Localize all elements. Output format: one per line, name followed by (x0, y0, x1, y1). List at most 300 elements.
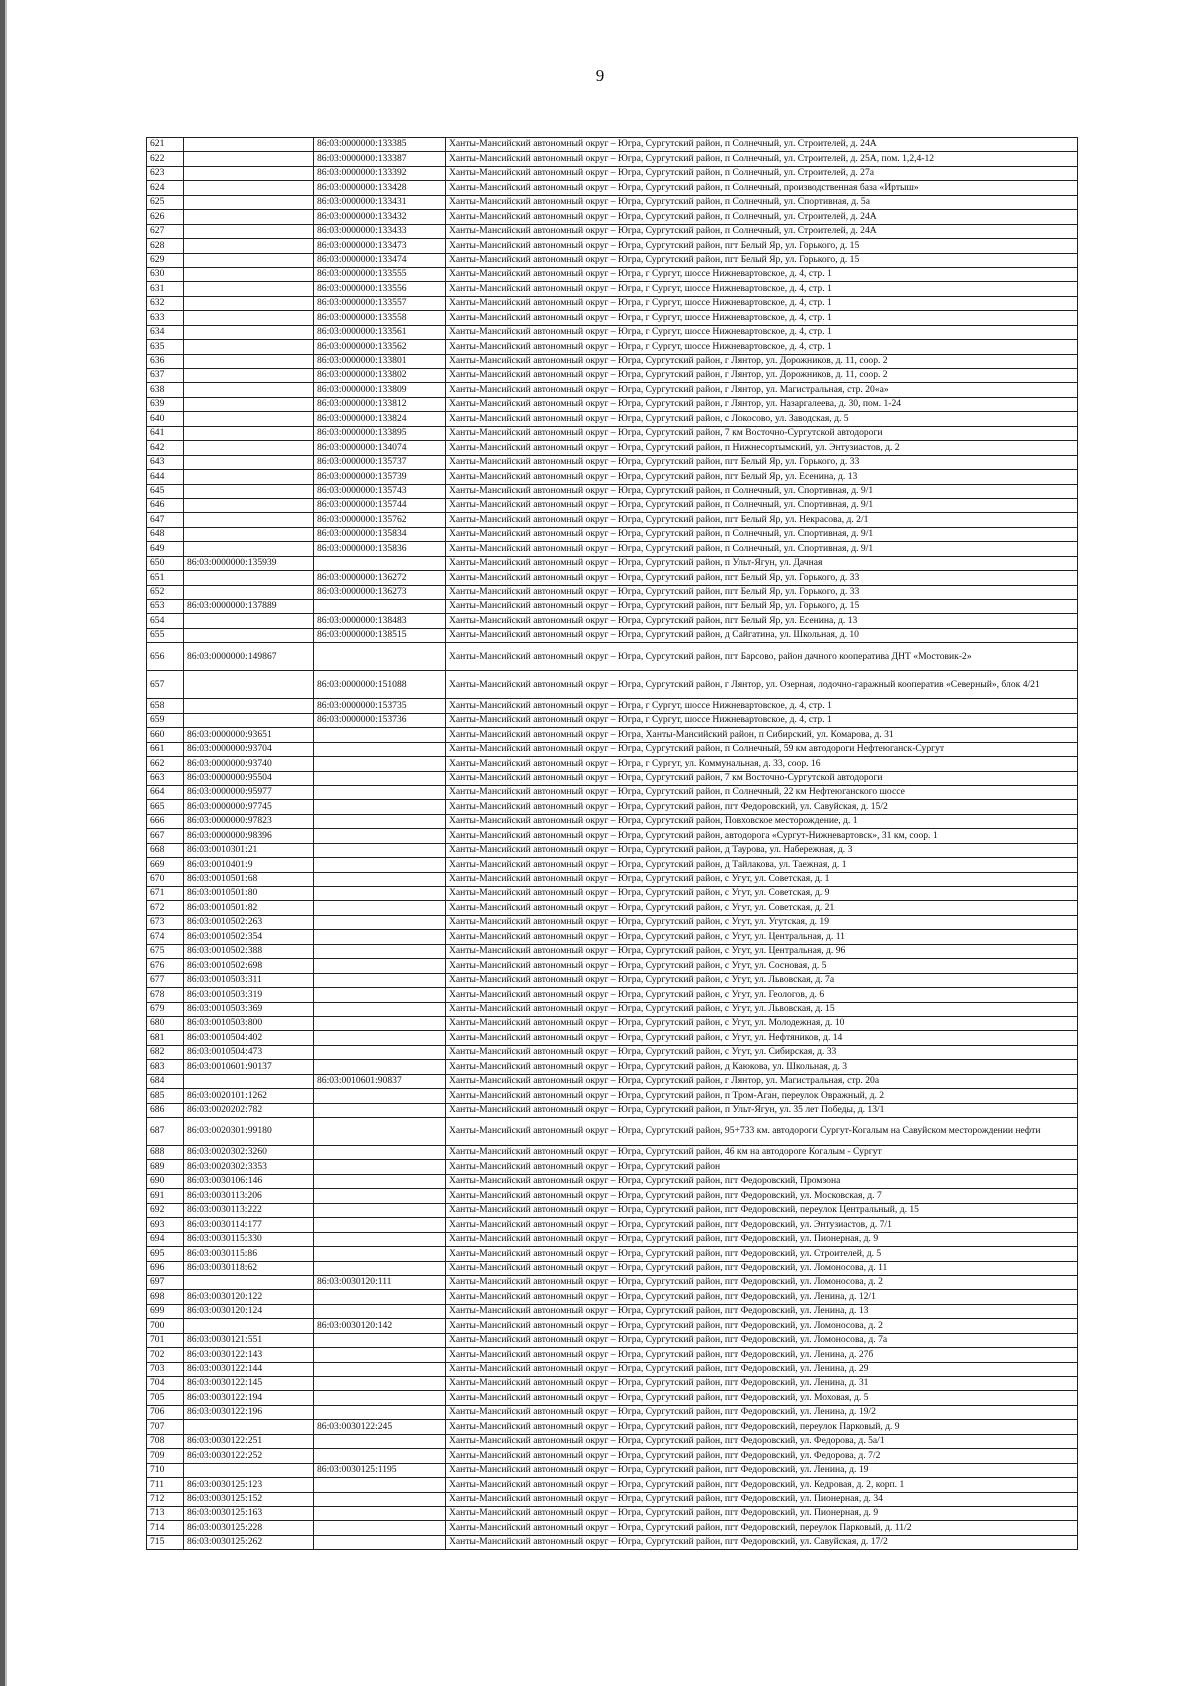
land-cadastral-number-cell: 86:03:0010501:68 (184, 872, 314, 886)
row-number-cell: 658 (147, 699, 184, 713)
row-number-cell: 622 (147, 152, 184, 166)
land-cadastral-number-cell: 86:03:0030122:144 (184, 1362, 314, 1376)
address-cell: Ханты-Мансийский автономный округ – Югра, Сургутский район, г Лянтор, ул. Магистральная, стр. 20«а» (446, 383, 1078, 397)
land-cadastral-number-cell: 86:03:0010504:473 (184, 1045, 314, 1059)
table-row (147, 1146, 1078, 1160)
land-cadastral-number-cell (184, 195, 314, 209)
row-number-cell: 691 (147, 1189, 184, 1203)
land-cadastral-number-cell: 86:03:0000000:93704 (184, 742, 314, 756)
address-cell: Ханты-Мансийский автономный округ – Югра, Сургутский район, п Нижнесортымский, ул. Энтузиастов, д. 2 (446, 441, 1078, 455)
land-cadastral-number-cell (184, 699, 314, 713)
address-cell: Ханты-Мансийский автономный округ – Югра, Сургутский район, пгт Федоровский, переулок Центральный, д. 15 (446, 1203, 1078, 1217)
building-cadastral-number-cell (314, 1045, 446, 1059)
building-cadastral-number-cell (314, 872, 446, 886)
building-cadastral-number-cell (314, 1060, 446, 1074)
row-number-cell: 706 (147, 1405, 184, 1419)
building-cadastral-number-cell (314, 1261, 446, 1275)
building-cadastral-number-cell (314, 973, 446, 987)
address-cell: Ханты-Мансийский автономный округ – Югра, Сургутский район, п Солнечный, 22 км Нефтеюганского шоссе (446, 785, 1078, 799)
land-cadastral-number-cell: 86:03:0030125:228 (184, 1521, 314, 1535)
row-number-cell: 692 (147, 1203, 184, 1217)
building-cadastral-number-cell (314, 1506, 446, 1520)
table-row (147, 1275, 1078, 1289)
building-cadastral-number-cell (314, 1304, 446, 1318)
table-row (147, 742, 1078, 756)
building-cadastral-number-cell (314, 1362, 446, 1376)
land-cadastral-number-cell (184, 311, 314, 325)
building-cadastral-number-cell (314, 1016, 446, 1030)
building-cadastral-number-cell: 86:03:0030120:142 (314, 1319, 446, 1333)
address-cell: Ханты-Мансийский автономный округ – Югра, Сургутский район, пгт Федоровский, ул. Ленина, д. 13 (446, 1304, 1078, 1318)
table-row (147, 713, 1078, 727)
land-cadastral-number-cell: 86:03:0030125:163 (184, 1506, 314, 1520)
building-cadastral-number-cell: 86:03:0000000:138483 (314, 614, 446, 628)
table-row (147, 181, 1078, 195)
table-row (147, 441, 1078, 455)
building-cadastral-number-cell (314, 1247, 446, 1261)
land-cadastral-number-cell (184, 426, 314, 440)
row-number-cell: 710 (147, 1463, 184, 1477)
land-cadastral-number-cell: 86:03:0000000:98396 (184, 829, 314, 843)
address-cell: Ханты-Мансийский автономный округ – Югра, Сургутский район, с Угут, ул. Львовская, д. 7а (446, 973, 1078, 987)
table-row (147, 1420, 1078, 1434)
table-row (147, 1333, 1078, 1347)
table-row (147, 354, 1078, 368)
table-row (147, 1506, 1078, 1520)
address-cell: Ханты-Мансийский автономный округ – Югра, г Сургут, шоссе Нижневартовское, д. 4, стр. 1 (446, 296, 1078, 310)
building-cadastral-number-cell (314, 1449, 446, 1463)
land-cadastral-number-cell (184, 152, 314, 166)
building-cadastral-number-cell: 86:03:0000000:135762 (314, 513, 446, 527)
building-cadastral-number-cell (314, 1290, 446, 1304)
land-cadastral-number-cell: 86:03:0030115:86 (184, 1247, 314, 1261)
land-cadastral-number-cell (184, 210, 314, 224)
row-number-cell: 621 (147, 138, 184, 152)
row-number-cell: 669 (147, 858, 184, 872)
row-number-cell: 683 (147, 1060, 184, 1074)
building-cadastral-number-cell (314, 988, 446, 1002)
table-row (147, 1449, 1078, 1463)
address-cell: Ханты-Мансийский автономный округ – Югра, Сургутский район, п Солнечный, ул. Строителей, д. 24А (446, 138, 1078, 152)
table-row (147, 383, 1078, 397)
property-register-table (146, 137, 1078, 1550)
land-cadastral-number-cell (184, 1420, 314, 1434)
land-cadastral-number-cell: 86:03:0000000:95977 (184, 785, 314, 799)
land-cadastral-number-cell (184, 325, 314, 339)
land-cadastral-number-cell: 86:03:0030106:146 (184, 1174, 314, 1188)
row-number-cell: 643 (147, 455, 184, 469)
address-cell: Ханты-Мансийский автономный округ – Югра, Сургутский район, г Лянтор, ул. Дорожников, д. 11, соор. 2 (446, 354, 1078, 368)
building-cadastral-number-cell: 86:03:0000000:133802 (314, 369, 446, 383)
address-cell: Ханты-Мансийский автономный округ – Югра, Сургутский район, с Угут, ул. Молодежная, д. 10 (446, 1016, 1078, 1030)
building-cadastral-number-cell: 86:03:0000000:136273 (314, 585, 446, 599)
land-cadastral-number-cell (184, 224, 314, 238)
address-cell: Ханты-Мансийский автономный округ – Югра, Сургутский район, п Солнечный, ул. Спортивная, д. 9/1 (446, 498, 1078, 512)
building-cadastral-number-cell (314, 1002, 446, 1016)
building-cadastral-number-cell (314, 901, 446, 915)
land-cadastral-number-cell: 86:03:0030120:122 (184, 1290, 314, 1304)
building-cadastral-number-cell: 86:03:0000000:133562 (314, 340, 446, 354)
row-number-cell: 700 (147, 1319, 184, 1333)
building-cadastral-number-cell (314, 1492, 446, 1506)
row-number-cell: 698 (147, 1290, 184, 1304)
row-number-cell: 629 (147, 253, 184, 267)
row-number-cell: 702 (147, 1348, 184, 1362)
table-row (147, 527, 1078, 541)
table-row (147, 1160, 1078, 1174)
building-cadastral-number-cell (314, 829, 446, 843)
building-cadastral-number-cell: 86:03:0000000:133432 (314, 210, 446, 224)
building-cadastral-number-cell: 86:03:0030122:245 (314, 1420, 446, 1434)
table-row (147, 571, 1078, 585)
table-row (147, 1016, 1078, 1030)
building-cadastral-number-cell (314, 858, 446, 872)
address-cell: Ханты-Мансийский автономный округ – Югра, Сургутский район, п Солнечный, производственная база «Иртыш» (446, 181, 1078, 195)
row-number-cell: 665 (147, 800, 184, 814)
row-number-cell: 672 (147, 901, 184, 915)
land-cadastral-number-cell: 86:03:0030122:143 (184, 1348, 314, 1362)
table-row (147, 210, 1078, 224)
building-cadastral-number-cell: 86:03:0000000:135744 (314, 498, 446, 512)
address-cell: Ханты-Мансийский автономный округ – Югра, Сургутский район, пгт Федоровский, ул. Федорова, д. 7/2 (446, 1449, 1078, 1463)
row-number-cell: 681 (147, 1031, 184, 1045)
row-number-cell: 646 (147, 498, 184, 512)
land-cadastral-number-cell (184, 671, 314, 699)
building-cadastral-number-cell: 86:03:0030120:111 (314, 1275, 446, 1289)
land-cadastral-number-cell (184, 296, 314, 310)
land-cadastral-number-cell: 86:03:0000000:135939 (184, 556, 314, 570)
land-cadastral-number-cell (184, 239, 314, 253)
building-cadastral-number-cell (314, 915, 446, 929)
land-cadastral-number-cell: 86:03:0030125:123 (184, 1478, 314, 1492)
land-cadastral-number-cell: 86:03:0030122:194 (184, 1391, 314, 1405)
table-row (147, 814, 1078, 828)
land-cadastral-number-cell: 86:03:0010301:21 (184, 843, 314, 857)
building-cadastral-number-cell (314, 1333, 446, 1347)
table-row (147, 369, 1078, 383)
table-row (147, 1319, 1078, 1333)
address-cell: Ханты-Мансийский автономный округ – Югра, Сургутский район, г Лянтор, ул. Магистральная, стр. 20а (446, 1074, 1078, 1088)
land-cadastral-number-cell (184, 628, 314, 642)
table-row (147, 455, 1078, 469)
land-cadastral-number-cell (184, 585, 314, 599)
row-number-cell: 645 (147, 484, 184, 498)
row-number-cell: 707 (147, 1420, 184, 1434)
building-cadastral-number-cell (314, 800, 446, 814)
building-cadastral-number-cell (314, 728, 446, 742)
row-number-cell: 667 (147, 829, 184, 843)
row-number-cell: 654 (147, 614, 184, 628)
building-cadastral-number-cell (314, 1118, 446, 1146)
land-cadastral-number-cell: 86:03:0020302:3260 (184, 1146, 314, 1160)
table-row (147, 484, 1078, 498)
table-row (147, 1261, 1078, 1275)
land-cadastral-number-cell (184, 484, 314, 498)
table-row (147, 785, 1078, 799)
address-cell: Ханты-Мансийский автономный округ – Югра, Сургутский район, п Тром-Аган, переулок Овражный, д. 2 (446, 1089, 1078, 1103)
land-cadastral-number-cell: 86:03:0030121:551 (184, 1333, 314, 1347)
building-cadastral-number-cell: 86:03:0000000:135836 (314, 542, 446, 556)
address-cell: Ханты-Мансийский автономный округ – Югра, Ханты-Мансийский район, п Сибирский, ул. Комарова, д. 31 (446, 728, 1078, 742)
building-cadastral-number-cell (314, 771, 446, 785)
building-cadastral-number-cell: 86:03:0000000:133474 (314, 253, 446, 267)
row-number-cell: 659 (147, 713, 184, 727)
address-cell: Ханты-Мансийский автономный округ – Югра, Сургутский район, п Солнечный, ул. Строителей, д. 24А (446, 210, 1078, 224)
table-row (147, 1247, 1078, 1261)
row-number-cell: 703 (147, 1362, 184, 1376)
building-cadastral-number-cell (314, 1405, 446, 1419)
address-cell: Ханты-Мансийский автономный округ – Югра, г Сургут, шоссе Нижневартовское, д. 4, стр. 1 (446, 325, 1078, 339)
land-cadastral-number-cell (184, 354, 314, 368)
table-row (147, 1521, 1078, 1535)
address-cell: Ханты-Мансийский автономный округ – Югра, Сургутский район, пгт Федоровский, ул. Ленина, д. 29 (446, 1362, 1078, 1376)
address-cell: Ханты-Мансийский автономный округ – Югра, Сургутский район, пгт Федоровский, ул. Савуйская, д. 17/2 (446, 1535, 1078, 1549)
building-cadastral-number-cell (314, 1203, 446, 1217)
table-row (147, 901, 1078, 915)
address-cell: Ханты-Мансийский автономный округ – Югра, Сургутский район, пгт Белый Яр, ул. Есенина, д. 13 (446, 470, 1078, 484)
table-row (147, 470, 1078, 484)
table-row (147, 671, 1078, 699)
address-cell: Ханты-Мансийский автономный округ – Югра, г Сургут, ул. Коммунальная, д. 33, соор. 16 (446, 757, 1078, 771)
row-number-cell: 653 (147, 600, 184, 614)
row-number-cell: 655 (147, 628, 184, 642)
row-number-cell: 671 (147, 887, 184, 901)
address-cell: Ханты-Мансийский автономный округ – Югра, Сургутский район, п Солнечный, ул. Спортивная, д. 5а (446, 195, 1078, 209)
table-row (147, 628, 1078, 642)
building-cadastral-number-cell: 86:03:0000000:133558 (314, 311, 446, 325)
building-cadastral-number-cell: 86:03:0000000:153735 (314, 699, 446, 713)
address-cell: Ханты-Мансийский автономный округ – Югра, Сургутский район, пгт Федоровский, ул. Ленина, д. 19 (446, 1463, 1078, 1477)
table-row (147, 614, 1078, 628)
land-cadastral-number-cell: 86:03:0030118:62 (184, 1261, 314, 1275)
land-cadastral-number-cell: 86:03:0000000:95504 (184, 771, 314, 785)
row-number-cell: 688 (147, 1146, 184, 1160)
address-cell: Ханты-Мансийский автономный округ – Югра, Сургутский район, пгт Федоровский, ул. Энтузиастов, д. 7/1 (446, 1218, 1078, 1232)
row-number-cell: 668 (147, 843, 184, 857)
address-cell: Ханты-Мансийский автономный округ – Югра, Сургутский район, п Солнечный, ул. Строителей, д. 27а (446, 166, 1078, 180)
address-cell: Ханты-Мансийский автономный округ – Югра, Сургутский район, г Лянтор, ул. Назаргалеева, д. 30, пом. 1-24 (446, 397, 1078, 411)
building-cadastral-number-cell: 86:03:0000000:133385 (314, 138, 446, 152)
row-number-cell: 666 (147, 814, 184, 828)
table-row (147, 585, 1078, 599)
address-cell: Ханты-Мансийский автономный округ – Югра, Сургутский район, с Угут, ул. Центральная, д. 11 (446, 930, 1078, 944)
land-cadastral-number-cell: 86:03:0010502:354 (184, 930, 314, 944)
land-cadastral-number-cell (184, 383, 314, 397)
land-cadastral-number-cell (184, 614, 314, 628)
land-cadastral-number-cell: 86:03:0010504:402 (184, 1031, 314, 1045)
row-number-cell: 704 (147, 1377, 184, 1391)
building-cadastral-number-cell: 86:03:0000000:133561 (314, 325, 446, 339)
row-number-cell: 690 (147, 1174, 184, 1188)
address-cell: Ханты-Мансийский автономный округ – Югра, Сургутский район, пгт Белый Яр, ул. Горького, д. 15 (446, 253, 1078, 267)
land-cadastral-number-cell: 86:03:0030114:177 (184, 1218, 314, 1232)
building-cadastral-number-cell: 86:03:0000000:133392 (314, 166, 446, 180)
address-cell: Ханты-Мансийский автономный округ – Югра, г Сургут, шоссе Нижневартовское, д. 4, стр. 1 (446, 713, 1078, 727)
land-cadastral-number-cell: 86:03:0010503:311 (184, 973, 314, 987)
address-cell: Ханты-Мансийский автономный округ – Югра, Сургутский район, 7 км Восточно-Сургутской автодороги (446, 426, 1078, 440)
row-number-cell: 715 (147, 1535, 184, 1549)
row-number-cell: 628 (147, 239, 184, 253)
building-cadastral-number-cell (314, 843, 446, 857)
table-row (147, 915, 1078, 929)
row-number-cell: 624 (147, 181, 184, 195)
address-cell: Ханты-Мансийский автономный округ – Югра, г Сургут, шоссе Нижневартовское, д. 4, стр. 1 (446, 282, 1078, 296)
address-cell: Ханты-Мансийский автономный округ – Югра, Сургутский район, пгт Федоровский, ул. Ленина, д. 27б (446, 1348, 1078, 1362)
land-cadastral-number-cell (184, 571, 314, 585)
building-cadastral-number-cell: 86:03:0000000:133812 (314, 397, 446, 411)
row-number-cell: 633 (147, 311, 184, 325)
building-cadastral-number-cell: 86:03:0000000:133431 (314, 195, 446, 209)
table-row (147, 1002, 1078, 1016)
building-cadastral-number-cell: 86:03:0000000:133428 (314, 181, 446, 195)
table-row (147, 311, 1078, 325)
row-number-cell: 625 (147, 195, 184, 209)
land-cadastral-number-cell: 86:03:0030120:124 (184, 1304, 314, 1318)
land-cadastral-number-cell: 86:03:0010503:319 (184, 988, 314, 1002)
address-cell: Ханты-Мансийский автономный округ – Югра, Сургутский район, с Угут, ул. Нефтяников, д. 14 (446, 1031, 1078, 1045)
row-number-cell: 686 (147, 1103, 184, 1117)
row-number-cell: 661 (147, 742, 184, 756)
row-number-cell: 657 (147, 671, 184, 699)
building-cadastral-number-cell: 86:03:0000000:133433 (314, 224, 446, 238)
land-cadastral-number-cell (184, 1463, 314, 1477)
table-row (147, 340, 1078, 354)
table-row (147, 239, 1078, 253)
building-cadastral-number-cell (314, 1377, 446, 1391)
address-cell: Ханты-Мансийский автономный округ – Югра, Сургутский район, п Солнечный, ул. Строителей, д. 25А, пом. 1,2,4-12 (446, 152, 1078, 166)
table-row (147, 498, 1078, 512)
building-cadastral-number-cell: 86:03:0000000:133557 (314, 296, 446, 310)
land-cadastral-number-cell (184, 138, 314, 152)
table-row (147, 973, 1078, 987)
table-row (147, 1045, 1078, 1059)
land-cadastral-number-cell: 86:03:0000000:93651 (184, 728, 314, 742)
address-cell: Ханты-Мансийский автономный округ – Югра, Сургутский район, пгт Федоровский, Промзона (446, 1174, 1078, 1188)
address-cell: Ханты-Мансийский автономный округ – Югра, Сургутский район, пгт Федоровский, ул. Строителей, д. 5 (446, 1247, 1078, 1261)
table-row (147, 195, 1078, 209)
row-number-cell: 639 (147, 397, 184, 411)
row-number-cell: 708 (147, 1434, 184, 1448)
table-row (147, 1031, 1078, 1045)
table-row (147, 1218, 1078, 1232)
table-row (147, 138, 1078, 152)
building-cadastral-number-cell (314, 556, 446, 570)
land-cadastral-number-cell: 86:03:0000000:97823 (184, 814, 314, 828)
row-number-cell: 638 (147, 383, 184, 397)
row-number-cell: 670 (147, 872, 184, 886)
row-number-cell: 679 (147, 1002, 184, 1016)
table-row (147, 542, 1078, 556)
address-cell: Ханты-Мансийский автономный округ – Югра, Сургутский район, пгт Белый Яр, ул. Некрасова, д. 2/1 (446, 513, 1078, 527)
building-cadastral-number-cell: 86:03:0000000:136272 (314, 571, 446, 585)
address-cell: Ханты-Мансийский автономный округ – Югра, Сургутский район, пгт Федоровский, ул. Ломоносова, д. 2 (446, 1319, 1078, 1333)
table-row (147, 1434, 1078, 1448)
address-cell: Ханты-Мансийский автономный округ – Югра, г Сургут, шоссе Нижневартовское, д. 4, стр. 1 (446, 311, 1078, 325)
land-cadastral-number-cell (184, 1074, 314, 1088)
row-number-cell: 697 (147, 1275, 184, 1289)
row-number-cell: 699 (147, 1304, 184, 1318)
building-cadastral-number-cell (314, 1348, 446, 1362)
address-cell: Ханты-Мансийский автономный округ – Югра, Сургутский район (446, 1160, 1078, 1174)
land-cadastral-number-cell: 86:03:0000000:137889 (184, 600, 314, 614)
building-cadastral-number-cell (314, 757, 446, 771)
table-row (147, 1535, 1078, 1549)
building-cadastral-number-cell (314, 1174, 446, 1188)
building-cadastral-number-cell (314, 1218, 446, 1232)
address-cell: Ханты-Мансийский автономный округ – Югра, Сургутский район, пгт Федоровский, ул. Пионерная, д. 9 (446, 1232, 1078, 1246)
land-cadastral-number-cell (184, 1275, 314, 1289)
address-cell: Ханты-Мансийский автономный округ – Югра, Сургутский район, пгт Федоровский, ул. Пионерная, д. 34 (446, 1492, 1078, 1506)
address-cell: Ханты-Мансийский автономный округ – Югра, Сургутский район, с Угут, ул. Советская, д. 1 (446, 872, 1078, 886)
land-cadastral-number-cell (184, 181, 314, 195)
building-cadastral-number-cell (314, 1434, 446, 1448)
table-row (147, 1348, 1078, 1362)
address-cell: Ханты-Мансийский автономный округ – Югра, Сургутский район, пгт Федоровский, ул. Ленина, д. 31 (446, 1377, 1078, 1391)
row-number-cell: 626 (147, 210, 184, 224)
address-cell: Ханты-Мансийский автономный округ – Югра, Сургутский район, пгт Белый Яр, ул. Есенина, д. 13 (446, 614, 1078, 628)
building-cadastral-number-cell: 86:03:0000000:135739 (314, 470, 446, 484)
table-row (147, 1478, 1078, 1492)
building-cadastral-number-cell: 86:03:0000000:135743 (314, 484, 446, 498)
address-cell: Ханты-Мансийский автономный округ – Югра, Сургутский район, д Каюкова, ул. Школьная, д. 3 (446, 1060, 1078, 1074)
table-row (147, 1118, 1078, 1146)
row-number-cell: 632 (147, 296, 184, 310)
table-row (147, 843, 1078, 857)
address-cell: Ханты-Мансийский автономный округ – Югра, Сургутский район, пгт Федоровский, переулок Парковый, д. 9 (446, 1420, 1078, 1434)
address-cell: Ханты-Мансийский автономный округ – Югра, Сургутский район, с Угут, ул. Сибирская, д. 33 (446, 1045, 1078, 1059)
land-cadastral-number-cell (184, 542, 314, 556)
row-number-cell: 694 (147, 1232, 184, 1246)
table-row (147, 397, 1078, 411)
row-number-cell: 674 (147, 930, 184, 944)
row-number-cell: 630 (147, 267, 184, 281)
table-row (147, 1203, 1078, 1217)
row-number-cell: 641 (147, 426, 184, 440)
building-cadastral-number-cell (314, 742, 446, 756)
address-cell: Ханты-Мансийский автономный округ – Югра, Сургутский район, г Лянтор, ул. Озерная, лодочно-гаражный кооператив «Северный», блок 4/21 (446, 671, 1078, 699)
building-cadastral-number-cell: 86:03:0000000:133809 (314, 383, 446, 397)
table-row (147, 296, 1078, 310)
address-cell: Ханты-Мансийский автономный округ – Югра, Сургутский район, 95+733 км. автодороги Сургут-Когалым на Савуйском месторождении нефти (446, 1118, 1078, 1146)
table-row (147, 643, 1078, 671)
address-cell: Ханты-Мансийский автономный округ – Югра, Сургутский район, Повховское месторождение, д. 1 (446, 814, 1078, 828)
address-cell: Ханты-Мансийский автономный округ – Югра, Сургутский район, с Локосово, ул. Заводская, д. 5 (446, 412, 1078, 426)
address-cell: Ханты-Мансийский автономный округ – Югра, г Сургут, шоссе Нижневартовское, д. 4, стр. 1 (446, 267, 1078, 281)
land-cadastral-number-cell (184, 455, 314, 469)
table-row (147, 1074, 1078, 1088)
building-cadastral-number-cell (314, 1521, 446, 1535)
building-cadastral-number-cell (314, 944, 446, 958)
building-cadastral-number-cell: 86:03:0010601:90837 (314, 1074, 446, 1088)
building-cadastral-number-cell (314, 887, 446, 901)
land-cadastral-number-cell: 86:03:0020202:782 (184, 1103, 314, 1117)
building-cadastral-number-cell (314, 1031, 446, 1045)
building-cadastral-number-cell (314, 1146, 446, 1160)
table-row (147, 1463, 1078, 1477)
address-cell: Ханты-Мансийский автономный округ – Югра, Сургутский район, 7 км Восточно-Сургутской автодороги (446, 771, 1078, 785)
table-row (147, 829, 1078, 843)
address-cell: Ханты-Мансийский автономный округ – Югра, Сургутский район, с Угут, ул. Центральная, д. 96 (446, 944, 1078, 958)
row-number-cell: 652 (147, 585, 184, 599)
table-row (147, 1103, 1078, 1117)
row-number-cell: 689 (147, 1160, 184, 1174)
row-number-cell: 637 (147, 369, 184, 383)
page-number: 9 (595, 66, 605, 85)
address-cell: Ханты-Мансийский автономный округ – Югра, Сургутский район, с Угут, ул. Львовская, д. 15 (446, 1002, 1078, 1016)
land-cadastral-number-cell (184, 513, 314, 527)
scan-left-edge-shadow (5, 0, 7, 1686)
address-cell: Ханты-Мансийский автономный округ – Югра, Сургутский район, д Таурова, ул. Набережная, д. 3 (446, 843, 1078, 857)
